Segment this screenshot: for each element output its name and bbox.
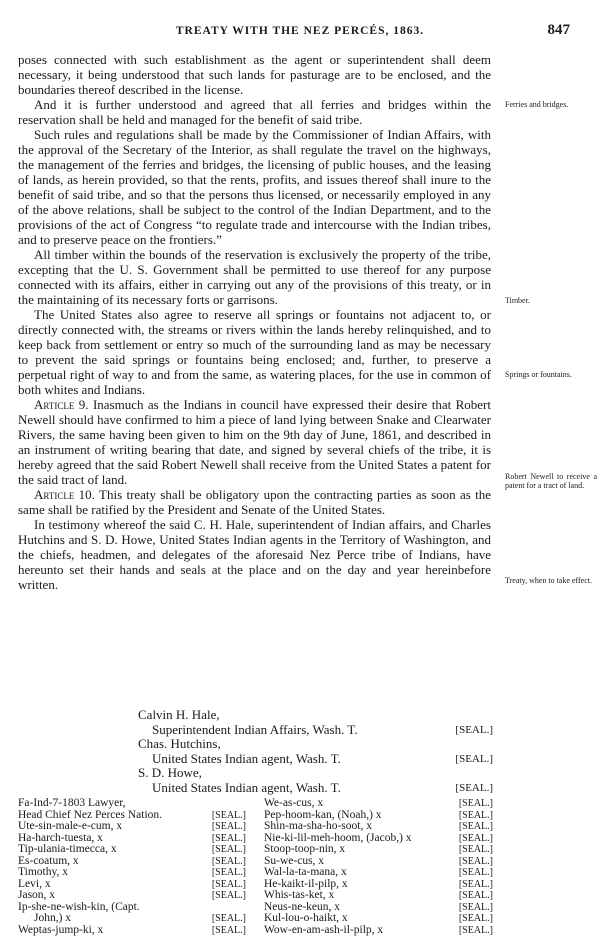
signer-name: Nie-ki-lil-meh-hoom, (Jacob,) x bbox=[264, 831, 412, 844]
margin-note-treaty-effect: Treaty, when to take effect. bbox=[505, 576, 593, 585]
signature-howe-role bbox=[138, 781, 493, 796]
signer-name: Stoop-toop-nin, x bbox=[264, 843, 346, 855]
seal-mark: [SEAL.] bbox=[211, 878, 246, 890]
seal-mark: [SEAL.] bbox=[458, 913, 493, 924]
paragraph-testimony: In testimony whereof the said C. H. Hale, superintendent of Indian affairs, and Charles Hutchins and S. D. Howe, United States Indian agents in the Territory of Washington, and the chiefs, headmen, and delegates of the aforesaid Nez Perce tribe of Indians, have hereunto set their hands and seals at the place and on the day and year hereinbefore written. bbox=[18, 517, 491, 592]
page-number: 847 bbox=[547, 22, 570, 38]
signers-right-column bbox=[246, 798, 493, 936]
signer-name: We-as-cus, x bbox=[264, 797, 324, 809]
signers-left-column bbox=[18, 798, 246, 936]
signature-hutchins bbox=[138, 737, 493, 752]
signer-row bbox=[18, 821, 246, 833]
signer-name: Levi, x bbox=[18, 877, 51, 890]
signatory-role: United States Indian agent, Wash. T. bbox=[152, 750, 341, 766]
signer-row bbox=[264, 867, 493, 879]
seal-mark: [SEAL.] bbox=[211, 844, 246, 855]
signatory-role: Superintendent Indian Affairs, Wash. T. bbox=[152, 721, 358, 737]
seal-mark: [SEAL.] bbox=[458, 809, 493, 821]
signer-row bbox=[264, 890, 493, 902]
margin-note-timber: Timber. bbox=[505, 296, 530, 305]
seal-mark: [SEAL.] bbox=[458, 832, 493, 844]
seal-mark: [SEAL.] bbox=[211, 821, 246, 832]
article-10-text: This treaty shall be obligatory upon the contracting parties as soon as the same shall be ratified by the President and Senate of the United States. bbox=[18, 487, 491, 517]
signer-name: Ip-she-ne-wish-kin, (Capt. bbox=[18, 900, 140, 913]
signer-name: Su-we-cus, x bbox=[264, 854, 325, 867]
seal-mark: [SEAL.] bbox=[458, 890, 493, 901]
signer-name: John,) x bbox=[34, 912, 72, 924]
signer-row bbox=[18, 913, 246, 925]
article-9-heading: Article 9. bbox=[34, 397, 89, 412]
seal-mark: [SEAL.] bbox=[458, 855, 493, 867]
seal-mark: [SEAL.] bbox=[211, 890, 246, 901]
treaty-body-text bbox=[18, 52, 491, 592]
signer-name: Pep-hoom-kan, (Noah,) x bbox=[264, 808, 382, 821]
signer-name: Whis-tas-ket, x bbox=[264, 889, 335, 901]
signer-name: He-kaikt-il-pilp, x bbox=[264, 877, 348, 890]
seal-mark: [SEAL.] bbox=[458, 878, 493, 890]
seal-mark: [SEAL.] bbox=[211, 809, 246, 821]
seal-mark: [SEAL.] bbox=[458, 924, 493, 936]
seal-mark: [SEAL.] bbox=[458, 867, 493, 878]
signer-row bbox=[264, 844, 493, 856]
seal-mark: [SEAL.] bbox=[211, 924, 246, 936]
signer-name: Timothy, x bbox=[18, 866, 68, 878]
paragraph: The United States also agree to reserve all springs or fountains not adjacent to, or directly connected with, the streams or rivers within the lands hereby relinquished, and to keep back from settlement or entry so much of the surrounding land as may be necessary to prevent the said springs or fountains being enclosed; and, further, to preserve a perpetual right of way to and from the same, as watering places, for the use in common of both whites and Indians. bbox=[18, 307, 491, 397]
signer-name: Jason, x bbox=[18, 889, 56, 901]
signer-name: Wow-en-am-ash-il-pilp, x bbox=[264, 923, 384, 936]
signer-name: Shin-ma-sha-ho-soot, x bbox=[264, 820, 372, 832]
paragraph-article-9 bbox=[18, 397, 491, 487]
seal-mark: [SEAL.] bbox=[455, 781, 493, 794]
seal-mark: [SEAL.] bbox=[455, 723, 493, 736]
signer-row bbox=[18, 925, 246, 937]
signer-row bbox=[18, 867, 246, 879]
signer-row bbox=[264, 913, 493, 925]
signer-name: Ute-sin-male-e-cum, x bbox=[18, 820, 123, 832]
margin-note-springs: Springs or fountains. bbox=[505, 370, 572, 379]
signer-name: Tip-ulania-timecca, x bbox=[18, 843, 117, 855]
signatory-name: Calvin H. Hale, bbox=[138, 707, 220, 722]
seal-mark: [SEAL.] bbox=[458, 844, 493, 855]
paragraph: And it is further understood and agreed that all ferries and bridges within the reservation shall be held and managed for the benefit of said tribe. bbox=[18, 97, 491, 127]
paragraph: poses connected with such establishment as the agent or superintendent shall deem necessary, it being understood that such lands for pasturage are to be enclosed, and the boundaries thereof described in the license. bbox=[18, 52, 491, 97]
signer-row bbox=[18, 844, 246, 856]
signature-howe bbox=[138, 766, 493, 781]
signatory-name: S. D. Howe, bbox=[138, 765, 202, 780]
signature-hutchins-role bbox=[138, 752, 493, 767]
signature-hale-role bbox=[138, 723, 493, 738]
signer-name: Neus-ne-keun, x bbox=[264, 900, 341, 913]
seal-mark: [SEAL.] bbox=[211, 855, 246, 867]
seal-mark: [SEAL.] bbox=[455, 752, 493, 765]
paragraph: Such rules and regulations shall be made by the Commissioner of Indian Affairs, with the approval of the Secretary of the Interior, as shall regulate the travel on the highways, the management of the ferries and bridges, the licensing of public houses, and the leasing of lands, as herein provided, so that the rents, profits, and issues thereof shall inure to the benefit of said tribe, and so that the persons thus licensed, or necessarily employed in any of the above relations, shall be subject to the control of the Indian Department, and to the provisions of the act of Congress “to regulate trade and intercourse with the Indian tribes, and to preserve peace on the frontiers.” bbox=[18, 127, 491, 247]
signer-name: Ha-harch-tuesta, x bbox=[18, 831, 103, 844]
signer-name: Weptas-jump-ki, x bbox=[18, 923, 104, 936]
margin-note-ferries: Ferries and bridges. bbox=[505, 100, 569, 109]
seal-mark: [SEAL.] bbox=[458, 798, 493, 809]
official-signatures bbox=[138, 708, 493, 795]
signer-name: Es-coatum, x bbox=[18, 854, 79, 867]
signatory-role: United States Indian agent, Wash. T. bbox=[152, 779, 341, 795]
tribal-signers bbox=[18, 798, 493, 936]
signature-hale bbox=[138, 708, 493, 723]
seal-mark: [SEAL.] bbox=[211, 832, 246, 844]
seal-mark: [SEAL.] bbox=[458, 901, 493, 913]
signer-name: Kul-lou-o-haikt, x bbox=[264, 912, 348, 924]
signer-row bbox=[264, 925, 493, 937]
signer-row bbox=[264, 821, 493, 833]
signer-row bbox=[18, 798, 246, 810]
signer-row bbox=[18, 890, 246, 902]
paragraph-article-10 bbox=[18, 487, 491, 517]
paragraph: All timber within the bounds of the reservation is exclusively the property of the tribe, excepting that the U. S. Government shall be permitted to use thereof for any purpose connected with its affairs, either in carrying out any of the provisions of this treaty, or in the maintaining of its necessary forts or garrisons. bbox=[18, 247, 491, 307]
seal-mark: [SEAL.] bbox=[211, 867, 246, 878]
article-10-heading: Article 10. bbox=[34, 487, 95, 502]
page-header-title: TREATY WITH THE NEZ PERCÉS, 1863. bbox=[175, 25, 425, 37]
signer-name: Wal-la-ta-mana, x bbox=[264, 866, 347, 878]
signatory-name: Chas. Hutchins, bbox=[138, 736, 221, 751]
seal-mark: [SEAL.] bbox=[211, 913, 246, 924]
signer-row bbox=[264, 798, 493, 810]
signer-name: Fa-Ind-7-1803 Lawyer, bbox=[18, 797, 126, 809]
article-9-text: Inasmuch as the Indians in council have expressed their desire that Robert Newell should have confirmed to him a piece of land lying between Snake and Clearwater Rivers, the same having been given to him on the 9th day of June, 1861, and described in an instrument of writing bearing that date, and signed by several chiefs of the tribe, it is hereby agreed that the said Robert Newell shall receive from the United States a patent for the said tract of land. bbox=[18, 397, 491, 487]
seal-mark: [SEAL.] bbox=[458, 821, 493, 832]
signer-name: Head Chief Nez Perces Nation. bbox=[18, 808, 163, 821]
margin-note-robert-newell: Robert Newell to receive a patent for a tract of land. bbox=[505, 472, 597, 490]
